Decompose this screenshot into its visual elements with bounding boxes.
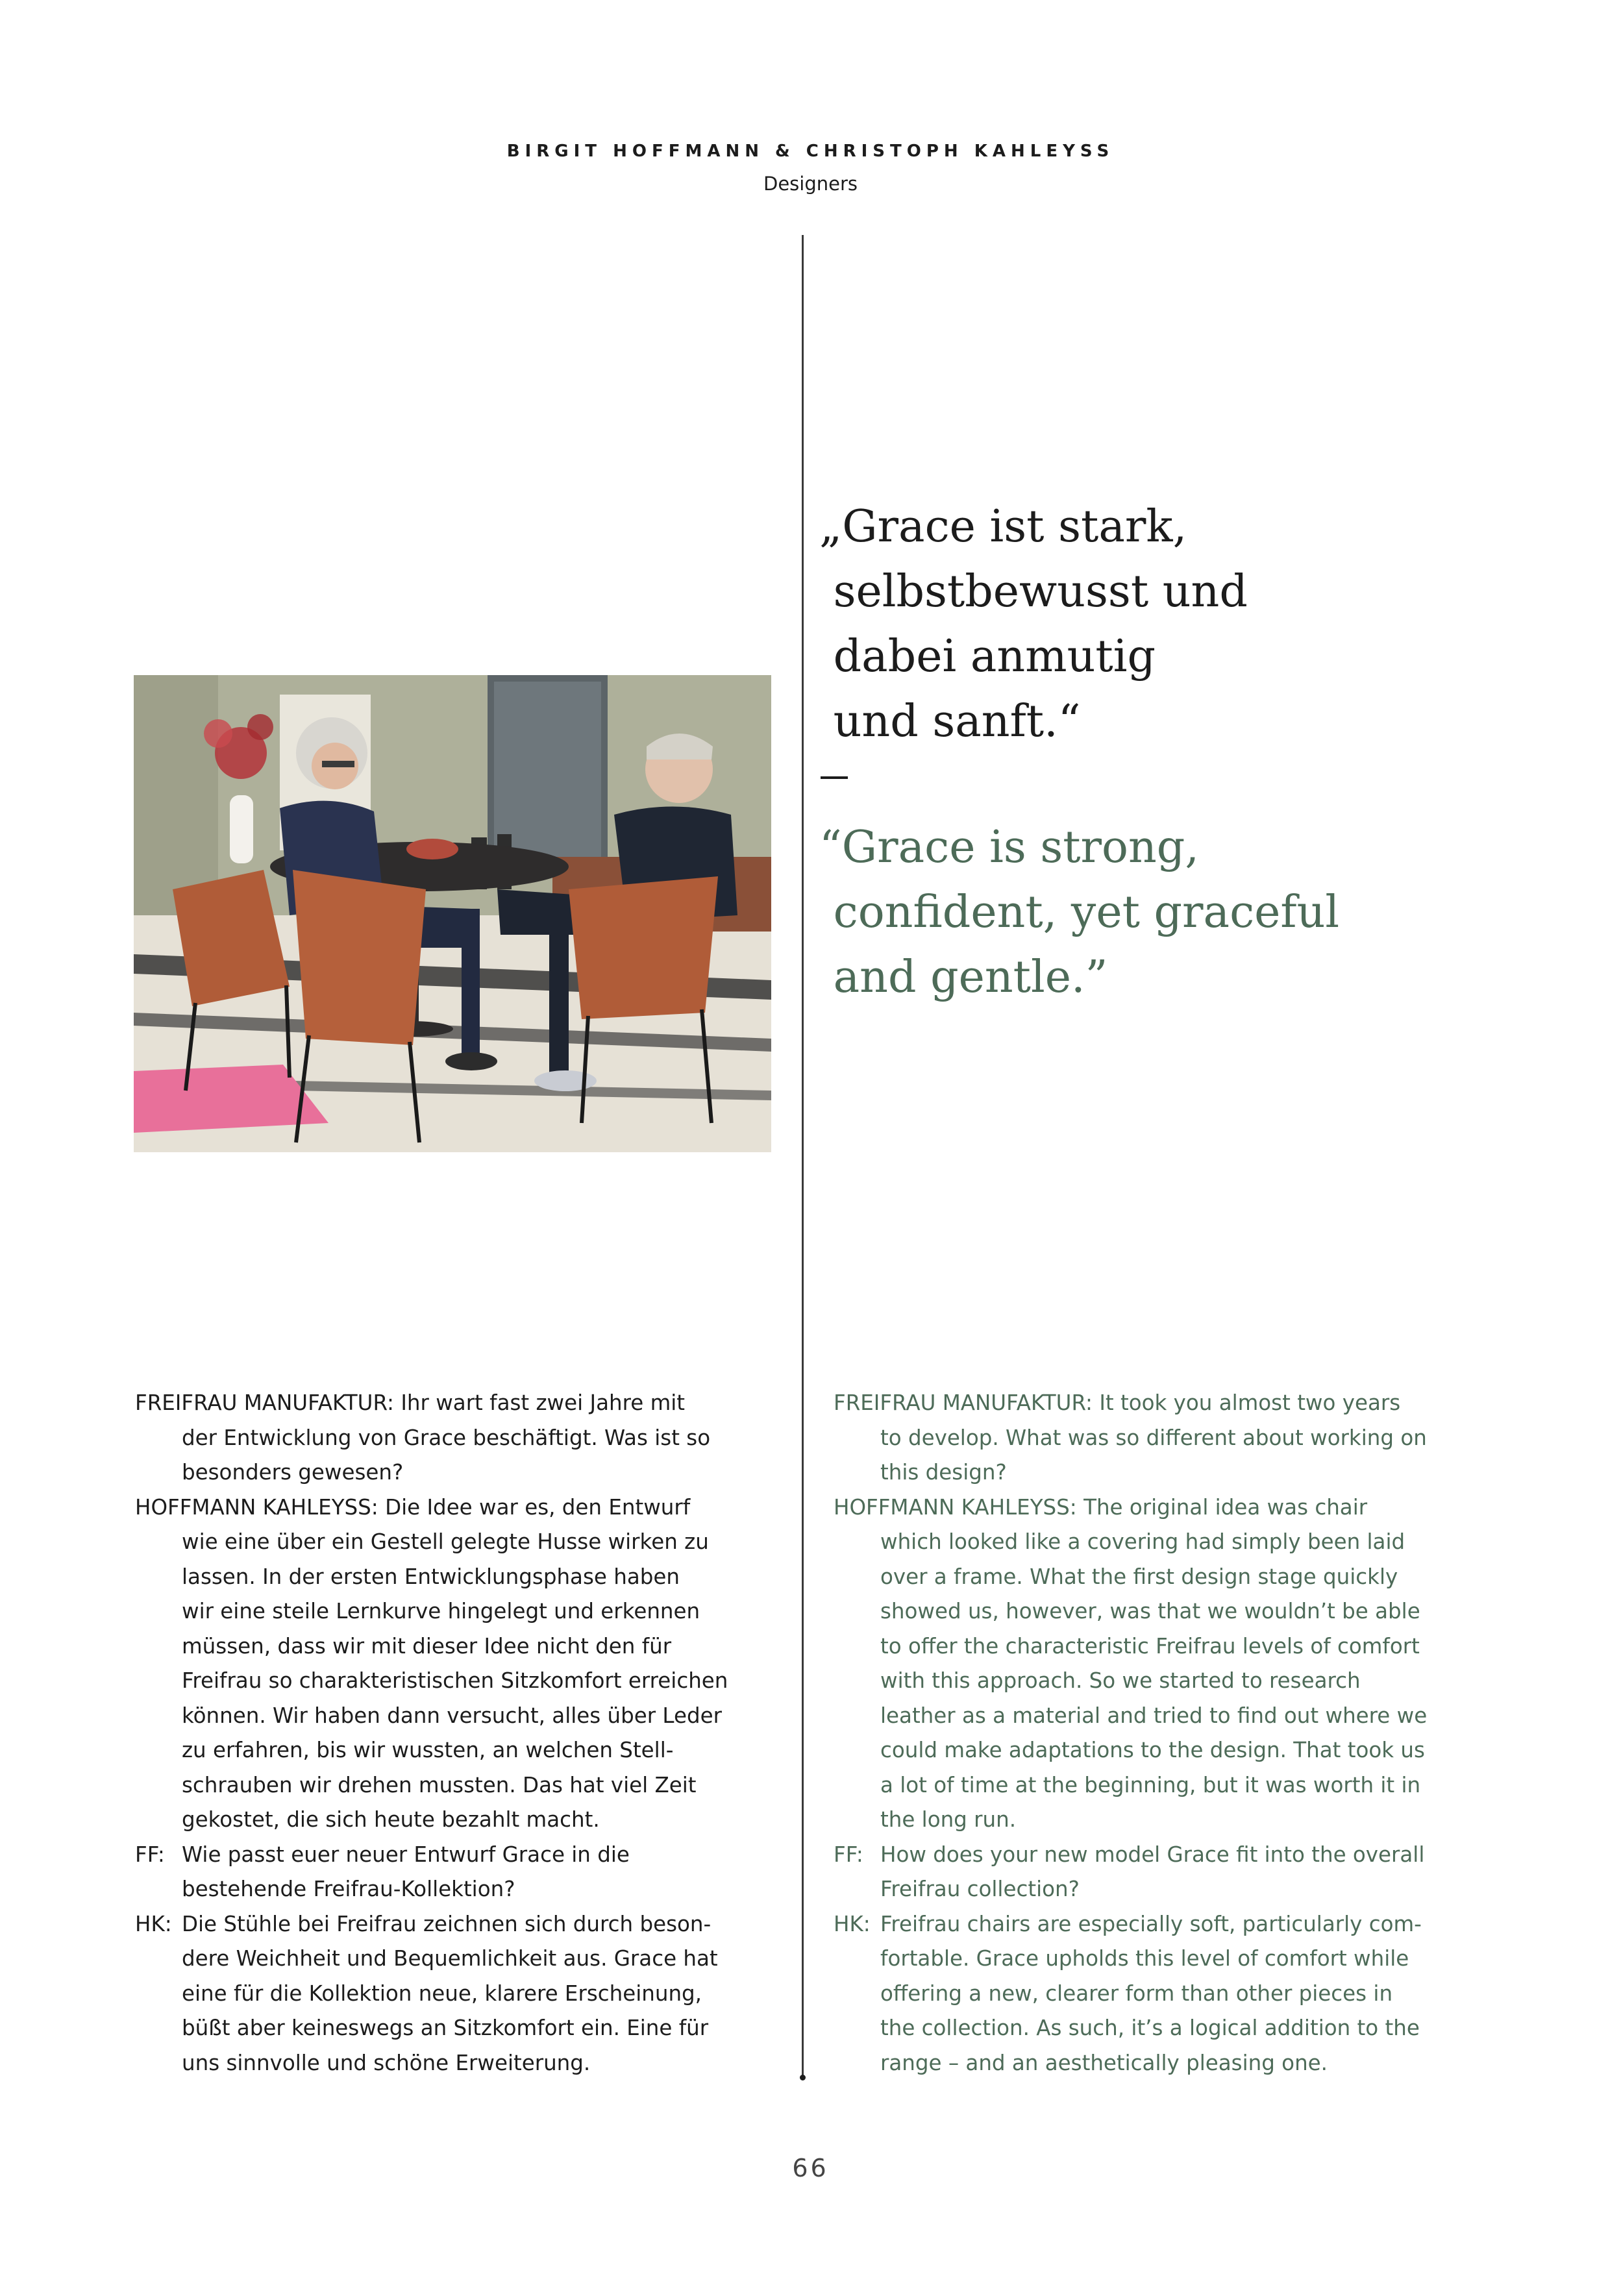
paragraph-first-line bbox=[834, 1386, 1483, 1421]
column-divider bbox=[802, 235, 804, 2079]
interview-paragraph bbox=[135, 1386, 784, 1490]
text-line: wir eine steile Lernkurve hingelegt und erkennen bbox=[182, 1599, 700, 1623]
paragraph-first-line bbox=[135, 1386, 784, 1421]
answer-text: It took you almost two years bbox=[1099, 1390, 1401, 1415]
text-line: lassen. In der ersten Entwicklungsphase haben bbox=[182, 1564, 680, 1589]
text-line: showed us, however, was that we wouldn’t be able bbox=[880, 1599, 1420, 1623]
column-divider-end-dot bbox=[800, 2075, 806, 2080]
speaker-label: HOFFMANN KAHLEYSS: bbox=[834, 1494, 1077, 1520]
text-line: Freifrau so charakteristischen Sitzkomfort erreichen bbox=[182, 1668, 728, 1693]
text-line: which looked like a covering had simply been laid bbox=[880, 1529, 1405, 1554]
text-line: gekostet, die sich heute bezahlt macht. bbox=[182, 1807, 600, 1832]
paragraph-first-line bbox=[834, 1907, 1483, 1942]
designers-photo bbox=[134, 675, 771, 1152]
text-line: schrauben wir drehen mussten. Das hat viel Zeit bbox=[182, 1772, 697, 1797]
paragraph-first-line bbox=[834, 1490, 1483, 1525]
speaker-label: HK: bbox=[834, 1911, 871, 1936]
answer-text: How does your new model Grace fit into the overall bbox=[880, 1842, 1425, 1867]
text-line: besonders gewesen? bbox=[182, 1460, 404, 1485]
text-line: können. Wir haben dann versucht, alles über Leder bbox=[182, 1703, 722, 1728]
answer-text: Freifrau chairs are especially soft, particularly com- bbox=[880, 1911, 1422, 1936]
interview-paragraph bbox=[834, 1907, 1483, 2081]
text-line: could make adaptations to the design. That took us bbox=[880, 1738, 1425, 1762]
page-number: 66 bbox=[792, 2154, 829, 2182]
text-line: this design? bbox=[880, 1460, 1007, 1485]
interview-paragraph bbox=[834, 1838, 1483, 1907]
text-line: with this approach. So we started to research bbox=[880, 1668, 1361, 1693]
interview-paragraph bbox=[834, 1386, 1483, 1490]
interview-german-column bbox=[135, 1386, 784, 2080]
answer-text: Ihr wart fast zwei Jahre mit bbox=[401, 1390, 685, 1415]
speaker-label: FF: bbox=[834, 1842, 863, 1867]
speaker-label: FREIFRAU MANUFAKTUR: bbox=[135, 1390, 394, 1415]
header-designer-names: BIRGIT HOFFMANN & CHRISTOPH KAHLEYSS bbox=[506, 142, 1115, 161]
pull-quote-german: „Grace ist stark, selbstbewusst und dabei anmutig und sanft.“ bbox=[819, 501, 1248, 747]
text-line: büßt aber keineswegs an Sitzkomfort ein. Eine für bbox=[182, 2016, 709, 2040]
text-line: uns sinnvolle und schöne Erweiterung. bbox=[182, 2050, 591, 2075]
speaker-label: HOFFMANN KAHLEYSS: bbox=[135, 1494, 378, 1520]
answer-text: Die Stühle bei Freifrau zeichnen sich durch beson- bbox=[182, 1911, 712, 1936]
speaker-label: FF: bbox=[135, 1842, 165, 1867]
text-line: eine für die Kollektion neue, klarere Erscheinung, bbox=[182, 1981, 702, 2006]
text-line: fortable. Grace upholds this level of comfort while bbox=[880, 1946, 1409, 1971]
text-line: to develop. What was so different about working on bbox=[880, 1425, 1427, 1450]
answer-text: Wie passt euer neuer Entwurf Grace in die bbox=[182, 1842, 630, 1867]
text-line: a lot of time at the beginning, but it was worth it in bbox=[880, 1772, 1421, 1797]
interview-paragraph bbox=[135, 1838, 784, 1907]
paragraph-first-line bbox=[135, 1490, 784, 1525]
interview-paragraph bbox=[135, 1490, 784, 1838]
interview-paragraph bbox=[834, 1490, 1483, 1838]
header-role: Designers bbox=[763, 173, 858, 195]
quote-separator-dash bbox=[821, 776, 848, 779]
text-line: zu erfahren, bis wir wussten, an welchen Stell- bbox=[182, 1738, 674, 1762]
speaker-label: HK: bbox=[135, 1911, 172, 1936]
text-line: bestehende Freifrau-Kollektion? bbox=[182, 1877, 515, 1901]
speaker-label: FREIFRAU MANUFAKTUR: bbox=[834, 1390, 1093, 1415]
paragraph-first-line bbox=[834, 1838, 1483, 1873]
text-line: leather as a material and tried to find out where we bbox=[880, 1703, 1428, 1728]
pull-quote-english: “Grace is strong, confident, yet graceful and gentle.” bbox=[819, 822, 1340, 1003]
answer-text: The original idea was chair bbox=[1083, 1494, 1368, 1520]
text-line: range – and an aesthetically pleasing one. bbox=[880, 2050, 1328, 2075]
paragraph-first-line bbox=[135, 1907, 784, 1942]
text-line: to offer the characteristic Freifrau levels of comfort bbox=[880, 1633, 1420, 1659]
interview-english-column bbox=[834, 1386, 1483, 2080]
answer-text: Die Idee war es, den Entwurf bbox=[385, 1494, 691, 1520]
text-line: der Entwicklung von Grace beschäftigt. Was ist so bbox=[182, 1425, 711, 1450]
paragraph-first-line bbox=[135, 1838, 784, 1873]
text-line: dere Weichheit und Bequemlichkeit aus. Grace hat bbox=[182, 1946, 718, 1971]
text-line: wie eine über ein Gestell gelegte Husse wirken zu bbox=[182, 1529, 709, 1554]
text-line: offering a new, clearer form than other pieces in bbox=[880, 1981, 1393, 2006]
text-line: Freifrau collection? bbox=[880, 1877, 1080, 1901]
text-line: the long run. bbox=[880, 1807, 1017, 1832]
text-line: the collection. As such, it’s a logical addition to the bbox=[880, 2016, 1420, 2040]
interview-paragraph bbox=[135, 1907, 784, 2081]
text-line: over a frame. What the first design stage quickly bbox=[880, 1564, 1398, 1589]
text-line: müssen, dass wir mit dieser Idee nicht den für bbox=[182, 1633, 672, 1659]
